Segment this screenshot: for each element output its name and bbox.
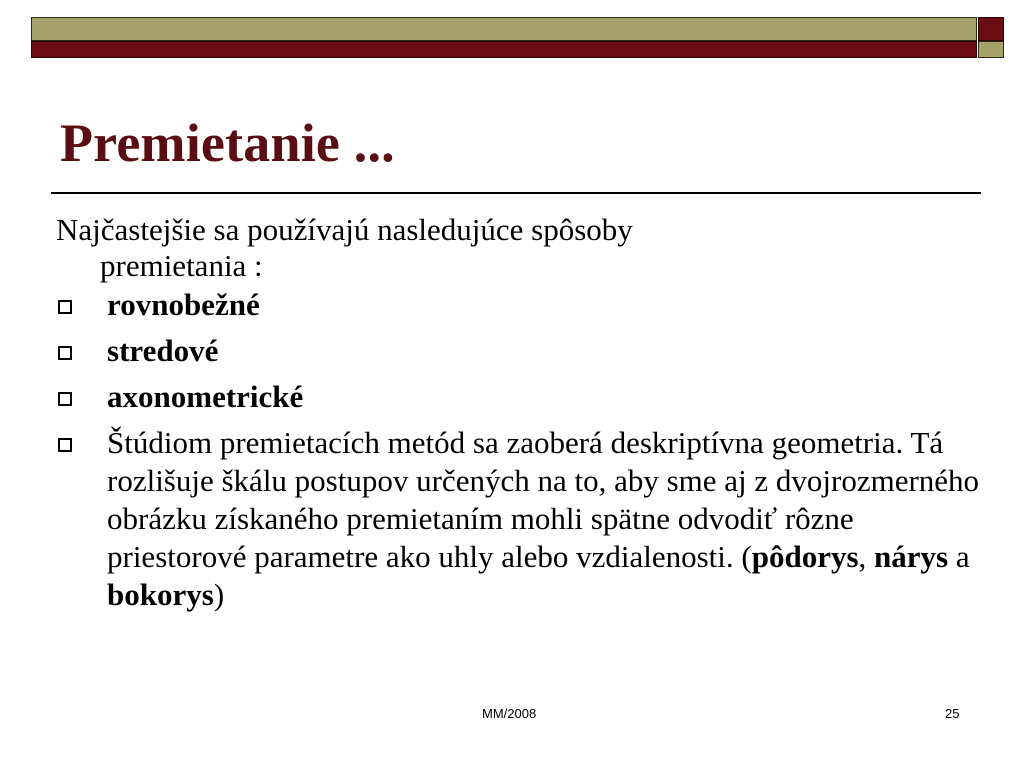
bullet-item (56, 286, 996, 324)
square-bullet-icon (58, 392, 72, 406)
header-square-maroon (978, 17, 1004, 41)
bullet-text: axonometrické (107, 379, 304, 414)
bullet-text: stredové (107, 333, 219, 368)
header-bar-maroon (31, 41, 977, 58)
separator-a: a (948, 539, 970, 574)
intro-text (56, 212, 996, 284)
term-bokorys: bokorys (107, 577, 214, 612)
square-bullet-icon (58, 300, 72, 314)
term-narys: nárys (874, 539, 949, 574)
bullet-item (56, 332, 996, 370)
page-number: 25 (945, 706, 960, 721)
closing-paren: ) (213, 577, 225, 612)
paragraph-text: Štúdiom premietacích metód sa zaoberá deskriptívna geometria. Tá rozlišuje škálu postupov určených na to, aby sme aj z dvojrozmerného obrázku získaného premietaním mohli spätne odvodiť rôzne priestorové parametre ako uhly alebo vzdialenosti. ( (107, 425, 980, 574)
square-bullet-icon (58, 438, 72, 452)
slide-title: Premietanie ... (60, 113, 395, 173)
bullet-item-paragraph (56, 424, 996, 614)
header-bar-olive (31, 17, 977, 41)
slide-body (56, 212, 996, 622)
separator-comma: , (858, 539, 875, 574)
square-bullet-icon (58, 346, 72, 360)
bullet-item (56, 378, 996, 416)
header-square-olive (978, 41, 1004, 58)
intro-line-2: premietania : (100, 248, 263, 283)
intro-line-1: Najčastejšie sa používajú nasledujúce spôsoby (56, 212, 633, 247)
term-podorys: pôdorys (751, 539, 859, 574)
footer-label: MM/2008 (482, 706, 537, 721)
title-divider (51, 192, 981, 194)
bullet-list (56, 286, 996, 614)
bullet-text: rovnobežné (107, 287, 260, 322)
